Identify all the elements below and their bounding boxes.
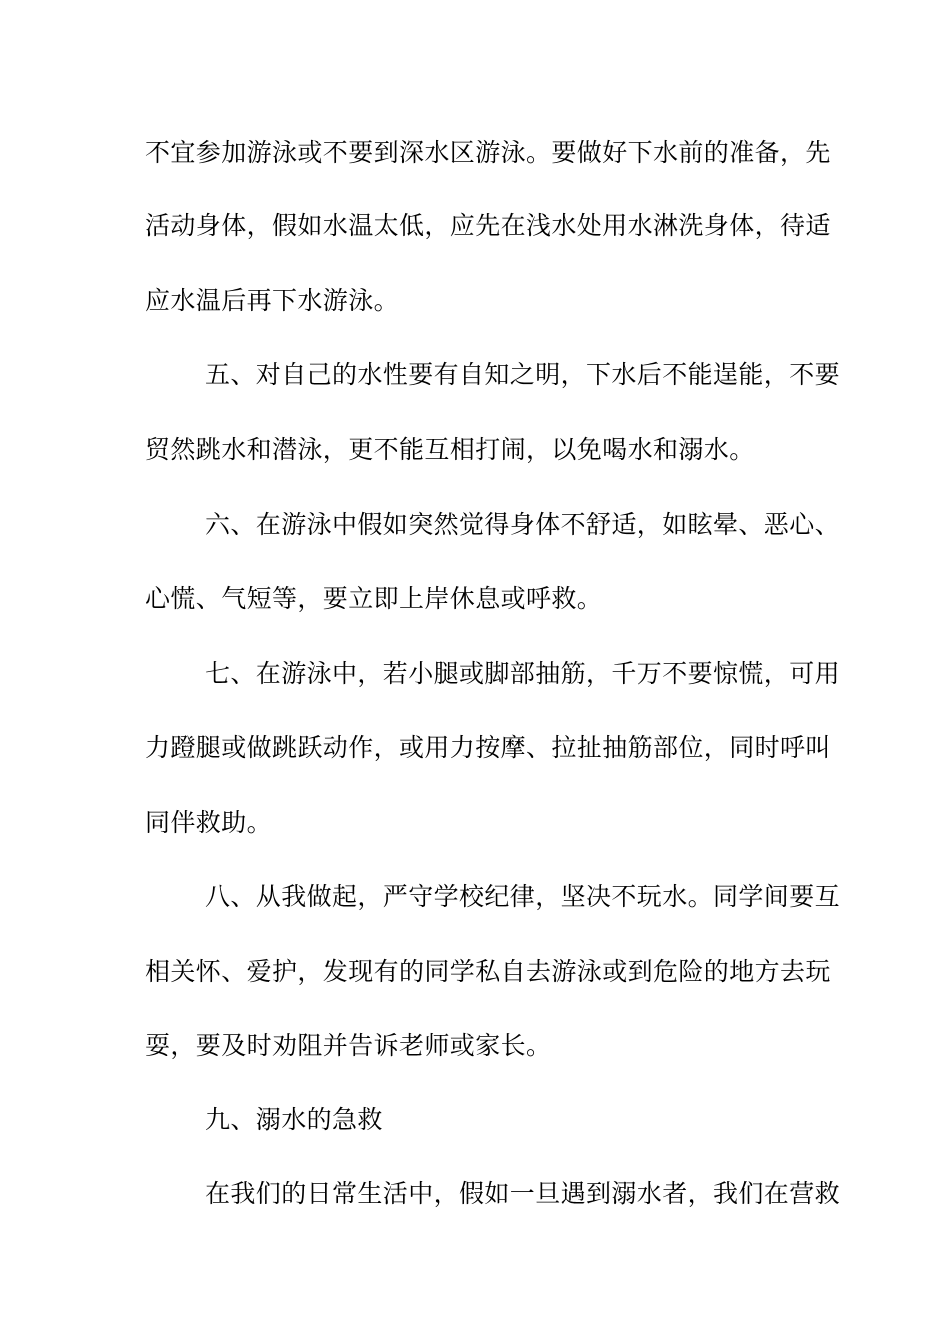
text-line: 七、在游泳中，若小腿或脚部抽筋，千万不要惊慌，可用 xyxy=(205,659,841,688)
text-line: 不宜参加游泳或不要到深水区游泳。要做好下水前的准备，先 xyxy=(145,138,831,167)
text-line: 相关怀、爱护，发现有的同学私自去游泳或到危险的地方去玩 xyxy=(145,957,831,986)
text-line: 同伴救助。 xyxy=(145,808,273,837)
text-line: 活动身体，假如水温太低，应先在浅水处用水淋洗身体，待适 xyxy=(145,211,831,240)
text-line: 耍，要及时劝阻并告诉老师或家长。 xyxy=(145,1031,552,1060)
text-line: 贸然跳水和潜泳，更不能互相打闹，以免喝水和溺水。 xyxy=(145,435,755,464)
text-line: 八、从我做起，严守学校纪律，坚决不玩水。同学间要互 xyxy=(205,882,841,911)
text-line: 力蹬腿或做跳跃动作，或用力按摩、拉扯抽筋部位，同时呼叫 xyxy=(145,733,831,762)
text-line: 六、在游泳中假如突然觉得身体不舒适，如眩晕、恶心、 xyxy=(205,510,841,539)
section-heading: 九、溺水的急救 xyxy=(205,1105,383,1134)
text-line: 应水温后再下水游泳。 xyxy=(145,286,400,315)
text-line: 在我们的日常生活中，假如一旦遇到溺水者，我们在营救 xyxy=(205,1179,841,1208)
text-line: 心慌、气短等，要立即上岸休息或呼救。 xyxy=(145,584,603,613)
text-line: 五、对自己的水性要有自知之明，下水后不能逞能，不要 xyxy=(205,360,841,389)
